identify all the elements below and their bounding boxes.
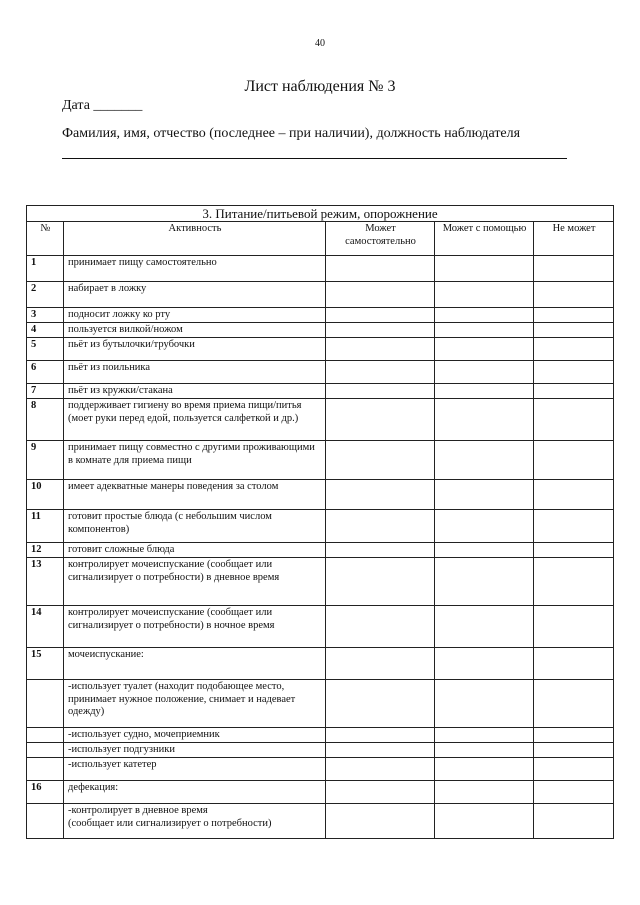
mark-cell-independent[interactable] bbox=[326, 558, 435, 606]
mark-cell-with-help[interactable] bbox=[435, 361, 534, 384]
row-activity: дефекация: bbox=[64, 781, 326, 804]
mark-cell-with-help[interactable] bbox=[435, 256, 534, 282]
row-activity: подносит ложку ко рту bbox=[64, 308, 326, 323]
mark-cell-with-help[interactable] bbox=[435, 399, 534, 441]
mark-cell-cannot[interactable] bbox=[534, 308, 614, 323]
mark-cell-cannot[interactable] bbox=[534, 338, 614, 361]
row-activity: принимает пищу самостоятельно bbox=[64, 256, 326, 282]
mark-cell-independent[interactable] bbox=[326, 804, 435, 839]
table-row bbox=[27, 308, 614, 323]
mark-cell-cannot[interactable] bbox=[534, 804, 614, 839]
mark-cell-with-help[interactable] bbox=[435, 480, 534, 510]
row-activity: -использует катетер bbox=[64, 758, 326, 781]
observer-field-label: Фамилия, имя, отчество (последнее – при наличии), должность наблюдателя bbox=[62, 126, 521, 141]
table-row bbox=[27, 399, 614, 441]
mark-cell-with-help[interactable] bbox=[435, 728, 534, 743]
mark-cell-cannot[interactable] bbox=[534, 728, 614, 743]
row-number: 14 bbox=[27, 606, 64, 648]
table-row bbox=[27, 338, 614, 361]
table-row bbox=[27, 781, 614, 804]
mark-cell-cannot[interactable] bbox=[534, 758, 614, 781]
row-activity: контролирует мочеиспускание (сообщает или сигнализирует о потребности) в ночное время bbox=[64, 606, 326, 648]
row-activity: -использует судно, мочеприемник bbox=[64, 728, 326, 743]
table-row bbox=[27, 256, 614, 282]
mark-cell-cannot[interactable] bbox=[534, 384, 614, 399]
row-activity: готовит сложные блюда bbox=[64, 543, 326, 558]
mark-cell-independent[interactable] bbox=[326, 361, 435, 384]
table-row bbox=[27, 558, 614, 606]
table-row bbox=[27, 361, 614, 384]
column-header-cannot: Не может bbox=[534, 222, 614, 256]
mark-cell-with-help[interactable] bbox=[435, 282, 534, 308]
page-number: 40 bbox=[315, 38, 325, 49]
table-row bbox=[27, 441, 614, 480]
row-number: 1 bbox=[27, 256, 64, 282]
mark-cell-independent[interactable] bbox=[326, 441, 435, 480]
mark-cell-independent[interactable] bbox=[326, 256, 435, 282]
column-header-independent: Может самостоятельно bbox=[326, 222, 435, 256]
mark-cell-with-help[interactable] bbox=[435, 781, 534, 804]
section-header-row bbox=[27, 206, 614, 222]
mark-cell-with-help[interactable] bbox=[435, 743, 534, 758]
page-title: Лист наблюдения № 3 bbox=[244, 78, 396, 95]
row-activity: -использует подгузники bbox=[64, 743, 326, 758]
mark-cell-with-help[interactable] bbox=[435, 558, 534, 606]
mark-cell-with-help[interactable] bbox=[435, 804, 534, 839]
mark-cell-independent[interactable] bbox=[326, 648, 435, 680]
row-number: 8 bbox=[27, 399, 64, 441]
row-number: 11 bbox=[27, 510, 64, 543]
mark-cell-with-help[interactable] bbox=[435, 758, 534, 781]
row-activity: -использует туалет (находит подобающее место, принимает нужное положение, снимает и надевает одежду) bbox=[64, 680, 326, 728]
mark-cell-cannot[interactable] bbox=[534, 680, 614, 728]
mark-cell-cannot[interactable] bbox=[534, 648, 614, 680]
table-row bbox=[27, 480, 614, 510]
mark-cell-independent[interactable] bbox=[326, 308, 435, 323]
column-header-activity: Активность bbox=[64, 222, 326, 256]
table-row bbox=[27, 510, 614, 543]
mark-cell-independent[interactable] bbox=[326, 758, 435, 781]
mark-cell-cannot[interactable] bbox=[534, 558, 614, 606]
table-row bbox=[27, 804, 614, 839]
row-number: 5 bbox=[27, 338, 64, 361]
row-number: 12 bbox=[27, 543, 64, 558]
observer-fill-line bbox=[62, 158, 567, 159]
mark-cell-cannot[interactable] bbox=[534, 256, 614, 282]
row-number bbox=[27, 728, 64, 743]
row-number: 16 bbox=[27, 781, 64, 804]
mark-cell-independent[interactable] bbox=[326, 781, 435, 804]
mark-cell-cannot[interactable] bbox=[534, 399, 614, 441]
mark-cell-independent[interactable] bbox=[326, 323, 435, 338]
row-activity: пьёт из кружки/стакана bbox=[64, 384, 326, 399]
row-number bbox=[27, 804, 64, 839]
mark-cell-cannot[interactable] bbox=[534, 323, 614, 338]
row-activity: имеет адекватные манеры поведения за столом bbox=[64, 480, 326, 510]
table-row bbox=[27, 323, 614, 338]
table-row bbox=[27, 758, 614, 781]
row-activity: -контролирует в дневное время (сообщает или сигнализирует о потребности) bbox=[64, 804, 326, 839]
row-activity: пользуется вилкой/ножом bbox=[64, 323, 326, 338]
row-number: 2 bbox=[27, 282, 64, 308]
observation-table bbox=[26, 205, 614, 839]
mark-cell-with-help[interactable] bbox=[435, 680, 534, 728]
mark-cell-independent[interactable] bbox=[326, 399, 435, 441]
row-number: 6 bbox=[27, 361, 64, 384]
mark-cell-independent[interactable] bbox=[326, 743, 435, 758]
mark-cell-with-help[interactable] bbox=[435, 606, 534, 648]
row-number bbox=[27, 743, 64, 758]
row-number: 4 bbox=[27, 323, 64, 338]
column-header-with-help: Может с помощью bbox=[435, 222, 534, 256]
row-number bbox=[27, 680, 64, 728]
mark-cell-independent[interactable] bbox=[326, 384, 435, 399]
table-row bbox=[27, 606, 614, 648]
column-header-number: № bbox=[27, 222, 64, 256]
row-activity: пьёт из поильника bbox=[64, 361, 326, 384]
row-number: 3 bbox=[27, 308, 64, 323]
date-field-label: Дата _______ bbox=[62, 98, 143, 113]
mark-cell-cannot[interactable] bbox=[534, 606, 614, 648]
table-row bbox=[27, 648, 614, 680]
mark-cell-with-help[interactable] bbox=[435, 441, 534, 480]
mark-cell-cannot[interactable] bbox=[534, 282, 614, 308]
mark-cell-with-help[interactable] bbox=[435, 384, 534, 399]
mark-cell-cannot[interactable] bbox=[534, 361, 614, 384]
mark-cell-cannot[interactable] bbox=[534, 743, 614, 758]
table-row bbox=[27, 543, 614, 558]
mark-cell-with-help[interactable] bbox=[435, 308, 534, 323]
row-activity: поддерживает гигиену во время приема пищи/питья (моет руки перед едой, пользуется салфеткой и др.) bbox=[64, 399, 326, 441]
mark-cell-independent[interactable] bbox=[326, 282, 435, 308]
mark-cell-with-help[interactable] bbox=[435, 323, 534, 338]
mark-cell-with-help[interactable] bbox=[435, 338, 534, 361]
mark-cell-independent[interactable] bbox=[326, 606, 435, 648]
mark-cell-independent[interactable] bbox=[326, 480, 435, 510]
row-number: 7 bbox=[27, 384, 64, 399]
table-row bbox=[27, 384, 614, 399]
mark-cell-cannot[interactable] bbox=[534, 543, 614, 558]
mark-cell-with-help[interactable] bbox=[435, 510, 534, 543]
mark-cell-with-help[interactable] bbox=[435, 648, 534, 680]
mark-cell-cannot[interactable] bbox=[534, 510, 614, 543]
row-number: 9 bbox=[27, 441, 64, 480]
mark-cell-independent[interactable] bbox=[326, 728, 435, 743]
mark-cell-independent[interactable] bbox=[326, 510, 435, 543]
row-activity: готовит простые блюда (с небольшим числом компонентов) bbox=[64, 510, 326, 543]
row-number bbox=[27, 758, 64, 781]
table-row bbox=[27, 743, 614, 758]
row-activity: набирает в ложку bbox=[64, 282, 326, 308]
mark-cell-independent[interactable] bbox=[326, 680, 435, 728]
table-row bbox=[27, 680, 614, 728]
mark-cell-cannot[interactable] bbox=[534, 441, 614, 480]
table-row bbox=[27, 282, 614, 308]
mark-cell-independent[interactable] bbox=[326, 543, 435, 558]
section-title: 3. Питание/питьевой режим, опорожнение bbox=[27, 206, 614, 222]
column-header-row bbox=[27, 222, 614, 256]
row-activity: контролирует мочеиспускание (сообщает или сигнализирует о потребности) в дневное время bbox=[64, 558, 326, 606]
row-activity: принимает пищу совместно с другими проживающими в комнате для приема пищи bbox=[64, 441, 326, 480]
mark-cell-cannot[interactable] bbox=[534, 480, 614, 510]
row-activity: пьёт из бутылочки/трубочки bbox=[64, 338, 326, 361]
row-activity: мочеиспускание: bbox=[64, 648, 326, 680]
mark-cell-independent[interactable] bbox=[326, 338, 435, 361]
mark-cell-with-help[interactable] bbox=[435, 543, 534, 558]
row-number: 10 bbox=[27, 480, 64, 510]
table-row bbox=[27, 728, 614, 743]
mark-cell-cannot[interactable] bbox=[534, 781, 614, 804]
row-number: 13 bbox=[27, 558, 64, 606]
row-number: 15 bbox=[27, 648, 64, 680]
